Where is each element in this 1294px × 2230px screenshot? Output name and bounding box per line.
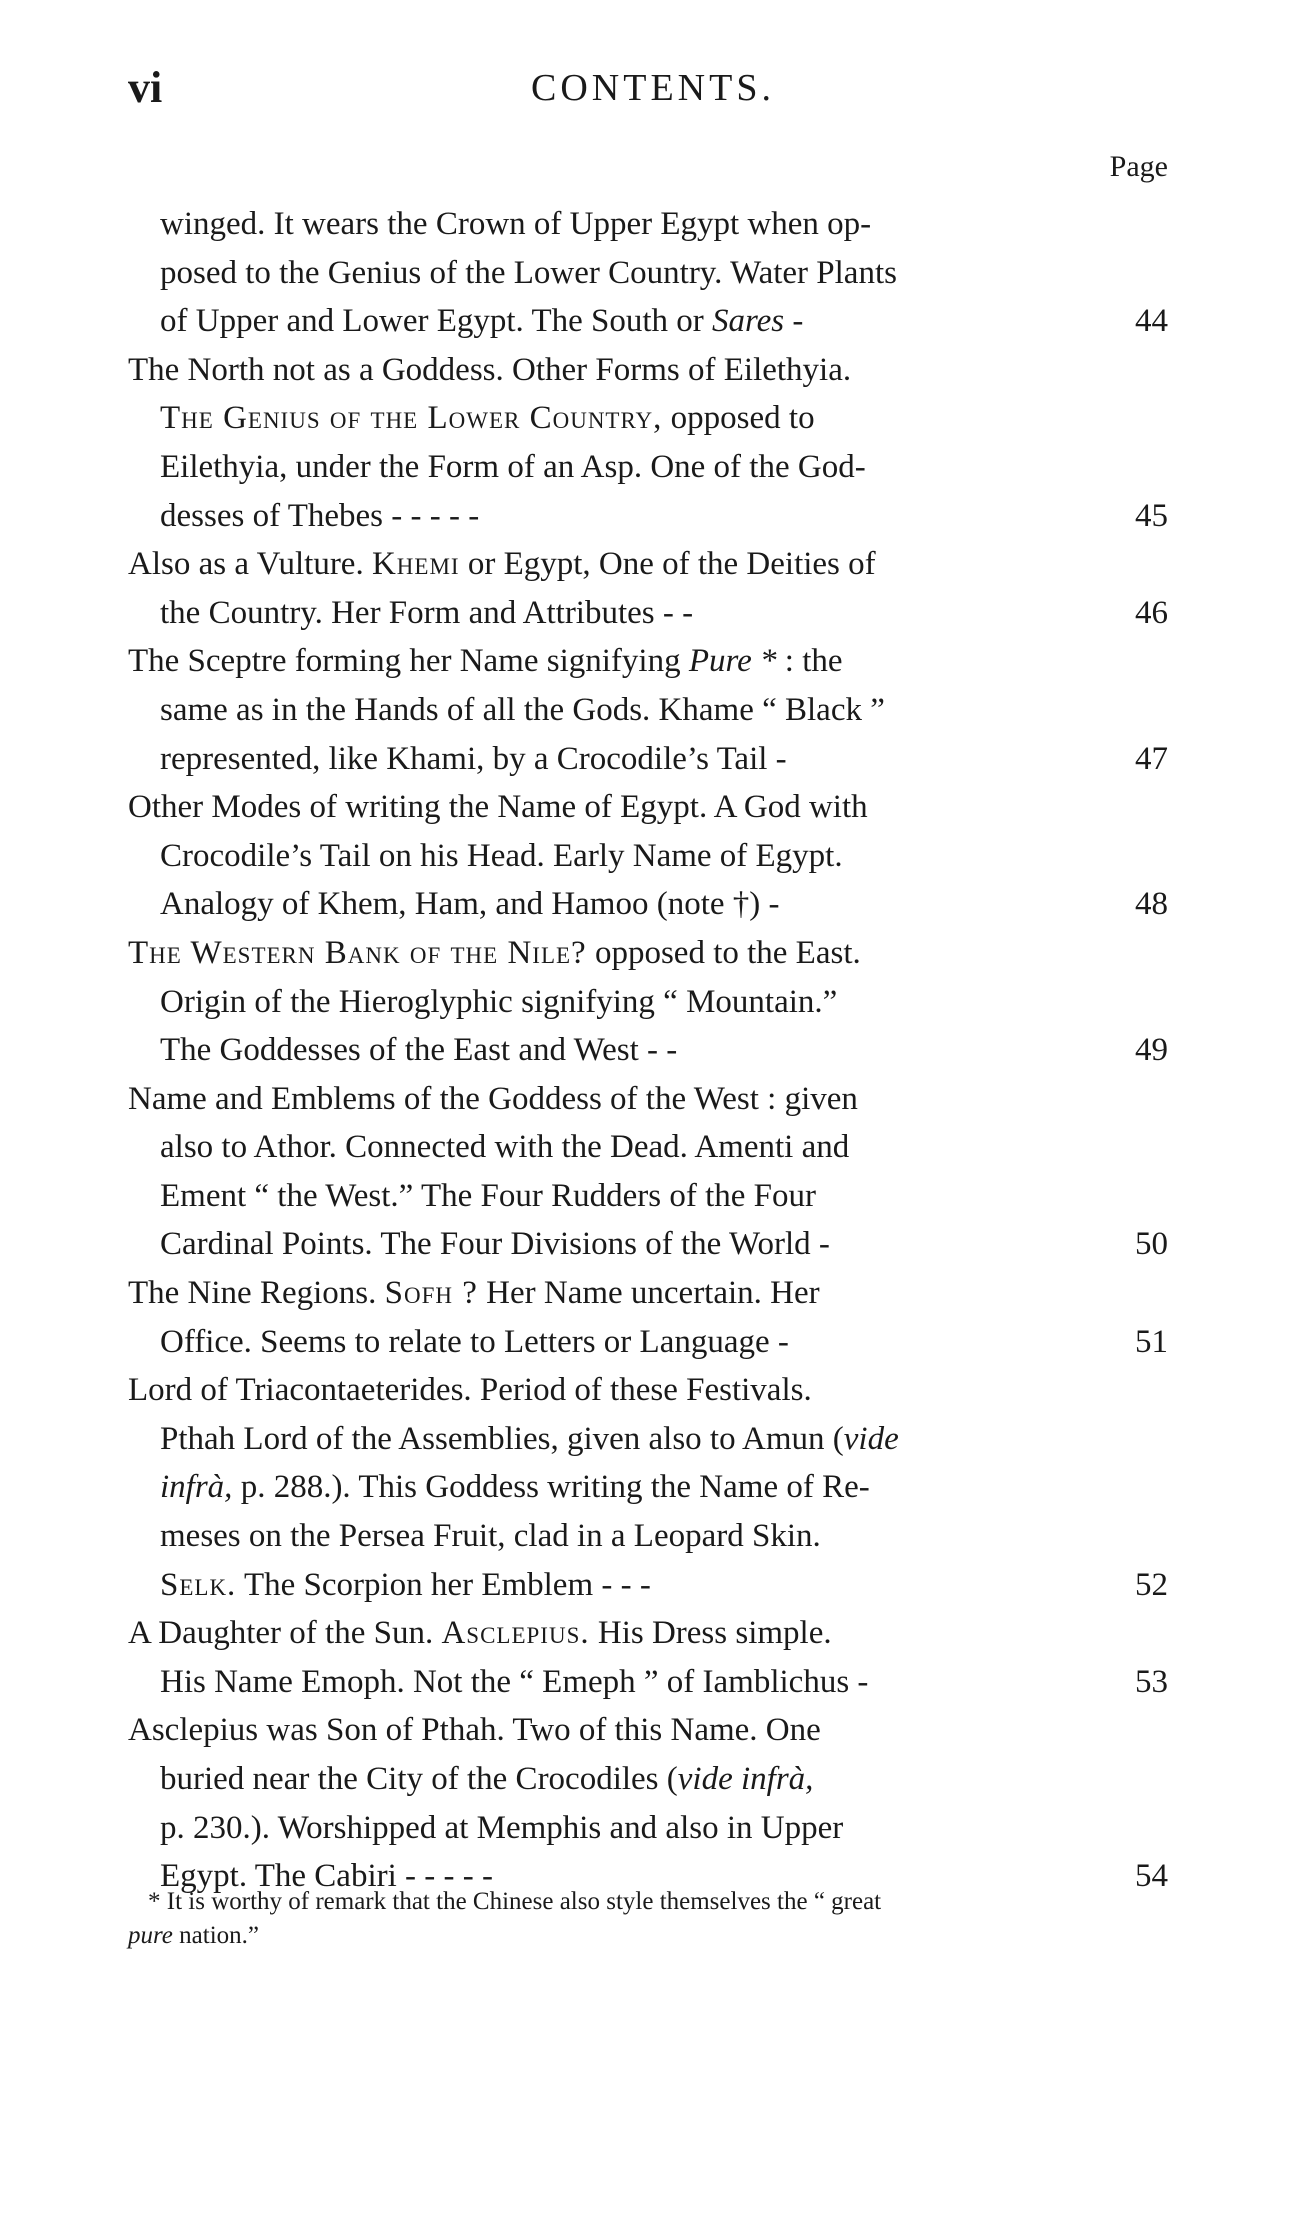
text-segment: Lord of Triacontaeterides. Period of these Festivals. bbox=[128, 1372, 812, 1409]
text-segment: The Western Bank of the Nile? bbox=[128, 934, 587, 971]
text-segment: of Upper and Lower Egypt. The South or bbox=[160, 303, 713, 340]
contents-line bbox=[128, 880, 1168, 929]
line-text bbox=[128, 789, 868, 825]
contents-line bbox=[128, 1075, 1168, 1124]
contents-line bbox=[128, 1463, 1168, 1512]
contents-line bbox=[128, 1804, 1168, 1853]
contents-line bbox=[128, 1318, 1168, 1367]
line-text bbox=[160, 886, 780, 922]
line-text bbox=[128, 1275, 820, 1311]
line-text bbox=[160, 1129, 849, 1165]
line-text bbox=[160, 595, 693, 631]
text-segment: Pure * bbox=[688, 643, 777, 680]
line-text bbox=[128, 643, 843, 679]
text-segment: vide bbox=[843, 1420, 899, 1457]
line-text bbox=[160, 449, 866, 485]
footnote-line-2 bbox=[128, 1919, 1188, 1953]
text-segment: Cardinal Points. The Four Divisions of the World - bbox=[160, 1226, 830, 1263]
page-number: 54 bbox=[1135, 1858, 1168, 1895]
line-text bbox=[128, 1081, 858, 1117]
page-number: 51 bbox=[1135, 1323, 1168, 1360]
text-segment: also to Athor. Connected with the Dead. Amenti and bbox=[160, 1129, 850, 1166]
contents-line bbox=[128, 540, 1168, 589]
contents-line bbox=[128, 1512, 1168, 1561]
text-segment: opposed to the East. bbox=[586, 934, 861, 971]
contents-line bbox=[128, 589, 1168, 638]
text-segment: Other Modes of writing the Name of Egypt. A God with bbox=[128, 789, 868, 826]
contents-line bbox=[128, 492, 1168, 541]
text-segment: p. 288.). This Goddess writing the Name of Re- bbox=[232, 1469, 870, 1506]
contents-line bbox=[128, 1269, 1168, 1318]
contents-line bbox=[128, 297, 1168, 346]
text-segment: Asclepius. bbox=[441, 1615, 590, 1652]
text-segment: Name and Emblems of the Goddess of the West : given bbox=[128, 1080, 858, 1117]
text-segment: Her Name uncertain. Her bbox=[477, 1275, 820, 1312]
line-text bbox=[160, 1226, 830, 1262]
text-segment: Origin of the Hieroglyphic signifying “ Mountain.” bbox=[160, 983, 838, 1020]
footnote-rest: nation.” bbox=[172, 1922, 259, 1949]
folio-number: vi bbox=[128, 63, 163, 112]
text-segment: His Name Emoph. Not the “ Emeph ” of Iamblichus - bbox=[160, 1663, 869, 1700]
text-segment: Asclepius was Son of Pthah. Two of this Name. One bbox=[128, 1712, 821, 1749]
line-text bbox=[160, 303, 803, 339]
contents-line bbox=[128, 1366, 1168, 1415]
contents-line bbox=[128, 637, 1168, 686]
text-segment: Crocodile’s Tail on his Head. Early Name of Egypt. bbox=[160, 837, 843, 874]
text-segment: Eilethyia, under the Form of an Asp. One of the God- bbox=[160, 448, 866, 485]
text-segment: winged. It wears the Crown of Upper Egypt when op- bbox=[160, 206, 872, 242]
text-segment: same as in the Hands of all the Gods. Khame “ Black ” bbox=[160, 691, 885, 728]
text-segment: opposed to bbox=[662, 400, 815, 437]
text-segment: The Scorpion her Emblem - - - bbox=[236, 1566, 651, 1603]
page-number: 47 bbox=[1135, 740, 1168, 777]
line-text bbox=[160, 255, 897, 291]
contents-line bbox=[128, 1026, 1168, 1075]
line-text bbox=[160, 400, 815, 436]
footnote-italic: pure bbox=[128, 1922, 173, 1949]
page-number: 53 bbox=[1135, 1663, 1168, 1700]
line-text bbox=[160, 1324, 789, 1360]
text-segment: or Egypt, One of the Deities of bbox=[459, 546, 876, 583]
line-text bbox=[160, 1178, 816, 1214]
line-text bbox=[160, 1421, 899, 1457]
running-head: CONTENTS. bbox=[531, 67, 775, 109]
text-segment: meses on the Persea Fruit, clad in a Leopard Skin. bbox=[160, 1518, 821, 1555]
contents-line bbox=[128, 249, 1168, 298]
text-segment: The Genius of the Lower Country, bbox=[160, 400, 663, 437]
text-segment: represented, like Khami, by a Crocodile’s Tail - bbox=[160, 740, 787, 777]
text-segment: The Nine Regions. bbox=[128, 1275, 385, 1312]
footnote bbox=[128, 1885, 1188, 1953]
line-text bbox=[160, 984, 837, 1020]
contents-line bbox=[128, 1561, 1168, 1610]
contents-line bbox=[128, 783, 1168, 832]
text-segment: The Goddesses of the East and West - - bbox=[160, 1032, 678, 1069]
text-segment: p. 230.). Worshipped at Memphis and also in Upper bbox=[160, 1809, 844, 1846]
page-header bbox=[128, 62, 1178, 122]
contents-line bbox=[128, 1755, 1168, 1804]
page-column-label: Page bbox=[1109, 150, 1168, 183]
line-text bbox=[128, 546, 876, 582]
text-segment: Pthah Lord of the Assemblies, given also to Amun ( bbox=[160, 1420, 844, 1457]
text-segment: Sofh ? bbox=[384, 1275, 478, 1312]
footnote-line-1: * It is worthy of remark that the Chinese also style themselves the “ great bbox=[148, 1888, 882, 1915]
line-text bbox=[128, 1615, 832, 1651]
line-text bbox=[160, 838, 843, 874]
line-text bbox=[160, 692, 885, 728]
page-number: 49 bbox=[1135, 1032, 1168, 1069]
contents-line bbox=[128, 832, 1168, 881]
line-text bbox=[160, 1761, 813, 1797]
text-segment: A Daughter of the Sun. bbox=[128, 1615, 442, 1652]
contents-line bbox=[128, 1220, 1168, 1269]
contents-line bbox=[128, 394, 1168, 443]
contents-line bbox=[128, 346, 1168, 395]
contents-line bbox=[128, 929, 1168, 978]
text-segment: The Sceptre forming her Name signifying bbox=[128, 643, 689, 680]
text-segment: Sares bbox=[712, 303, 785, 340]
text-segment: buried near the City of the Crocodiles ( bbox=[160, 1761, 678, 1797]
text-segment: Selk. bbox=[160, 1566, 237, 1603]
page-number: 50 bbox=[1135, 1226, 1168, 1263]
line-text bbox=[160, 1032, 677, 1068]
contents-line bbox=[128, 735, 1168, 784]
contents-line bbox=[128, 1658, 1168, 1707]
page-number: 52 bbox=[1135, 1566, 1168, 1603]
line-text bbox=[160, 1469, 870, 1505]
line-text bbox=[160, 741, 787, 777]
line-text bbox=[128, 352, 851, 388]
text-segment: infrà, bbox=[160, 1469, 233, 1506]
text-segment: vide infrà, bbox=[677, 1761, 814, 1797]
text-segment: - bbox=[784, 303, 804, 340]
contents-line bbox=[128, 1415, 1168, 1464]
line-text bbox=[128, 1372, 812, 1408]
page-number: 46 bbox=[1135, 594, 1168, 631]
contents-line bbox=[128, 1123, 1168, 1172]
text-segment: Ement “ the West.” The Four Rudders of the Four bbox=[160, 1177, 817, 1214]
text-segment: His Dress simple. bbox=[589, 1615, 832, 1652]
contents-line bbox=[128, 1609, 1168, 1658]
text-segment: posed to the Genius of the Lower Country. Water Plants bbox=[160, 254, 897, 291]
line-text bbox=[160, 498, 479, 534]
contents-line bbox=[128, 200, 1168, 249]
contents-line bbox=[128, 1172, 1168, 1221]
text-segment: Analogy of Khem, Ham, and Hamoo (note †) - bbox=[160, 886, 780, 923]
contents-line bbox=[128, 686, 1168, 735]
text-segment: Egypt. The Cabiri - - - - - bbox=[160, 1858, 493, 1895]
line-text bbox=[160, 1810, 843, 1846]
line-text bbox=[128, 935, 861, 971]
text-segment: desses of Thebes - - - - - bbox=[160, 497, 480, 534]
line-text bbox=[160, 1567, 651, 1603]
line-text bbox=[128, 1712, 821, 1748]
page-number: 45 bbox=[1135, 497, 1168, 534]
contents-line bbox=[128, 1706, 1168, 1755]
page-number: 48 bbox=[1135, 886, 1168, 923]
text-segment: Office. Seems to relate to Letters or Language - bbox=[160, 1323, 789, 1360]
line-text bbox=[160, 206, 871, 242]
text-segment: the Country. Her Form and Attributes - - bbox=[160, 594, 694, 631]
text-segment: Khemi bbox=[371, 546, 460, 583]
contents-entries bbox=[128, 200, 1168, 1901]
contents-line bbox=[128, 978, 1168, 1027]
contents-line bbox=[128, 443, 1168, 492]
line-text bbox=[160, 1518, 821, 1554]
text-segment: Also as a Vulture. bbox=[128, 546, 372, 583]
text-segment: : the bbox=[776, 643, 843, 680]
line-text bbox=[160, 1664, 868, 1700]
page-number: 44 bbox=[1135, 303, 1168, 340]
text-segment: The North not as a Goddess. Other Forms of Eilethyia. bbox=[128, 351, 852, 388]
